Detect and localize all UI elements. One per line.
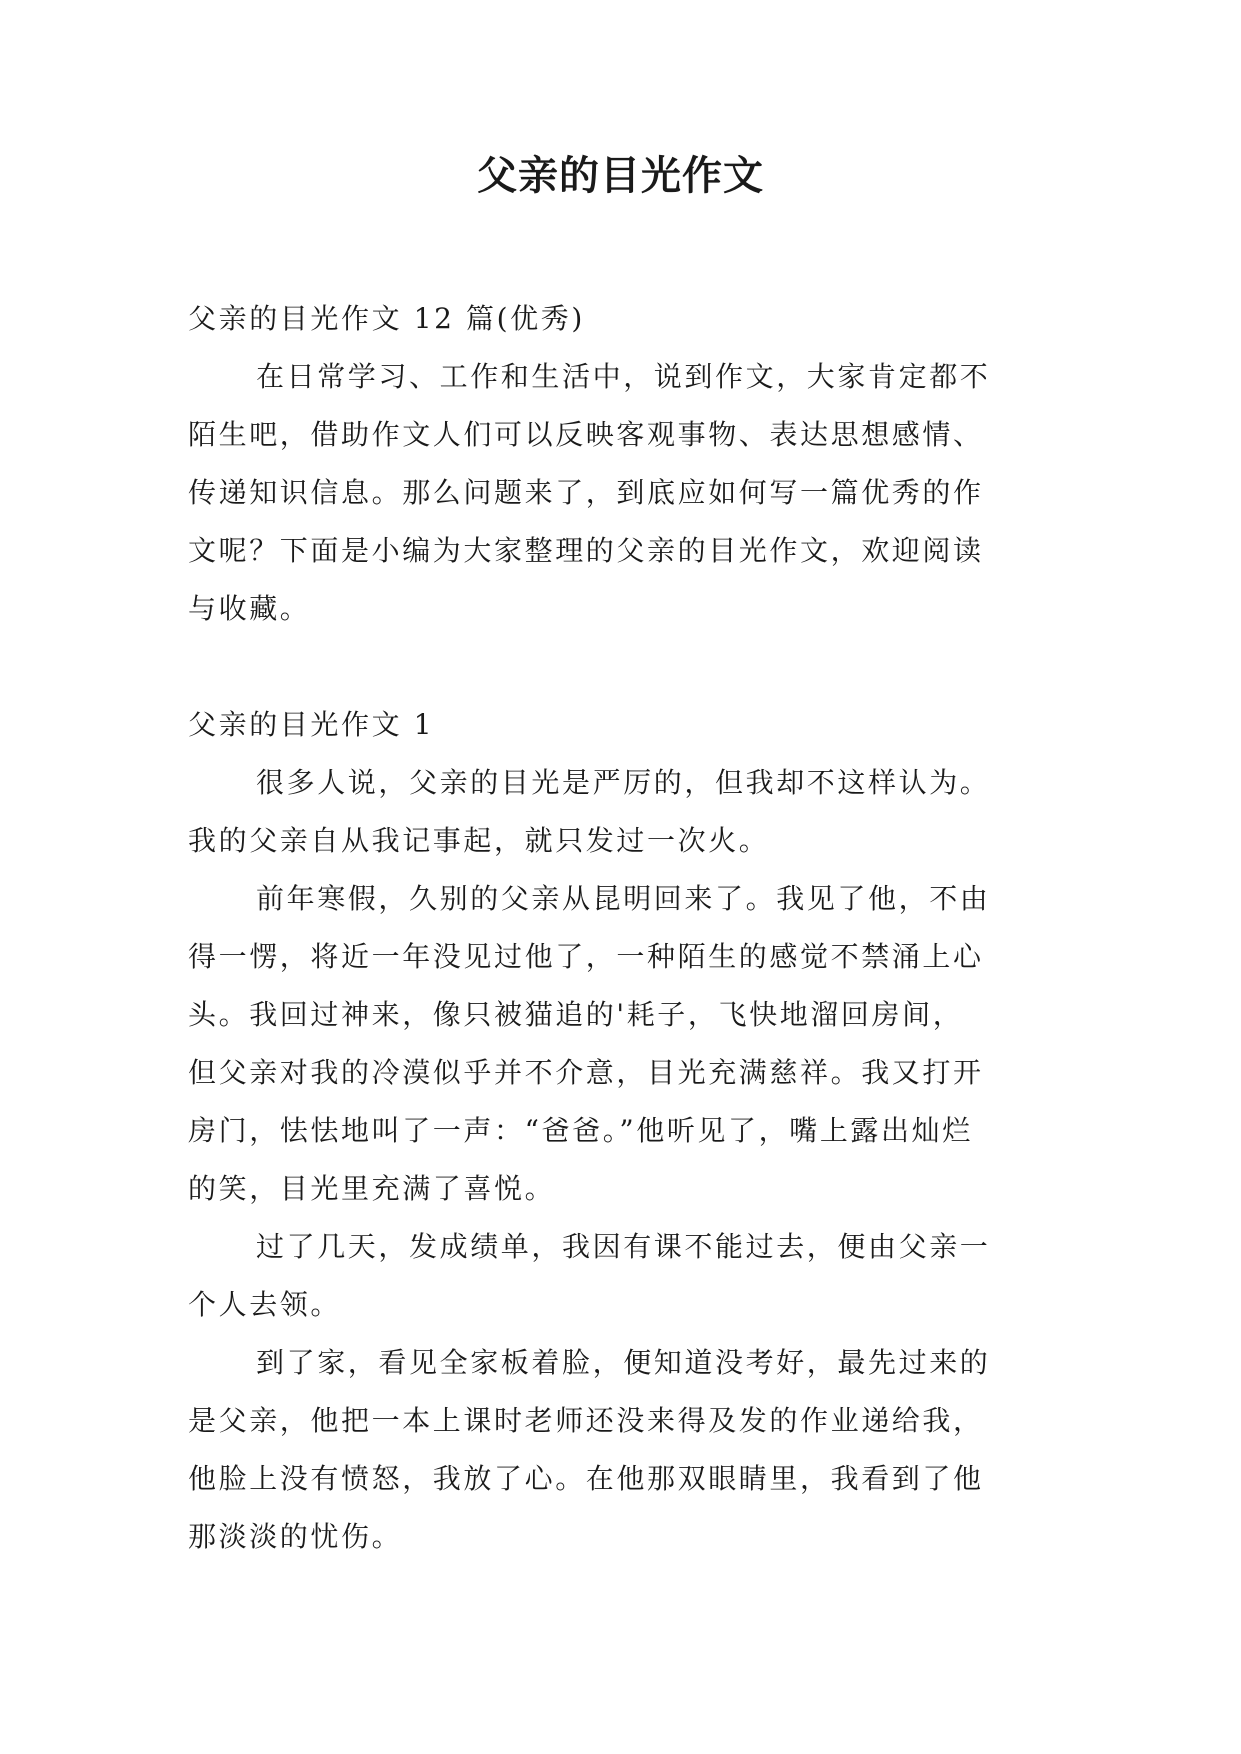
paragraph-line: 到了家，看见全家板着脸，便知道没考好，最先过来的 [256,1346,991,1379]
paragraph-line: 他脸上没有愤怒，我放了心。在他那双眼睛里，我看到了他 [188,1462,984,1495]
intro-line: 陌生吧，借助作文人们可以反映客观事物、表达思想感情、 [188,418,984,451]
paragraph-line: 那淡淡的忧伤。 [188,1520,403,1553]
essay-paragraph-1 [188,754,1058,870]
paragraph-line: 个人去领。 [188,1288,342,1321]
essay-paragraph-2 [188,870,1058,1218]
paragraph-line: 是父亲，他把一本上课时老师还没来得及发的作业递给我， [188,1404,984,1437]
intro-line: 在日常学习、工作和生活中，说到作文，大家肯定都不 [256,360,991,393]
paragraph-line: 很多人说，父亲的目光是严厉的，但我却不这样认为。 [256,766,991,799]
document-body [188,290,1058,1566]
paragraph-line: 得一愣，将近一年没见过他了，一种陌生的感觉不禁涌上心 [188,940,984,973]
essay-paragraph-3 [188,1218,1058,1334]
intro-line: 与收藏。 [188,592,311,625]
paragraph-line: 但父亲对我的冷漠似乎并不介意，目光充满慈祥。我又打开 [188,1056,984,1089]
essay-paragraph-4 [188,1334,1058,1566]
paragraph-line: 头。我回过神来，像只被猫追的'耗子，飞快地溜回房间， [188,998,964,1031]
paragraph-line: 的笑，目光里充满了喜悦。 [188,1172,556,1205]
intro-paragraph [188,348,1058,638]
essay-heading: 父亲的目光作文 1 [188,708,435,741]
intro-line: 文呢？下面是小编为大家整理的父亲的目光作文，欢迎阅读 [188,534,984,567]
section-gap [188,638,1058,696]
paragraph-line: 前年寒假，久别的父亲从昆明回来了。我见了他，不由 [256,882,991,915]
paragraph-line: 房门，怯怯地叫了一声：“爸爸。”他听见了，嘴上露出灿烂 [188,1114,973,1147]
document-title: 父亲的目光作文 [477,153,764,199]
subtitle: 父亲的目光作文 12 篇(优秀) [188,302,585,335]
intro-line: 传递知识信息。那么问题来了，到底应如何写一篇优秀的作 [188,476,984,509]
paragraph-line: 我的父亲自从我记事起，就只发过一次火。 [188,824,770,857]
paragraph-line: 过了几天，发成绩单，我因有课不能过去，便由父亲一 [256,1230,991,1263]
